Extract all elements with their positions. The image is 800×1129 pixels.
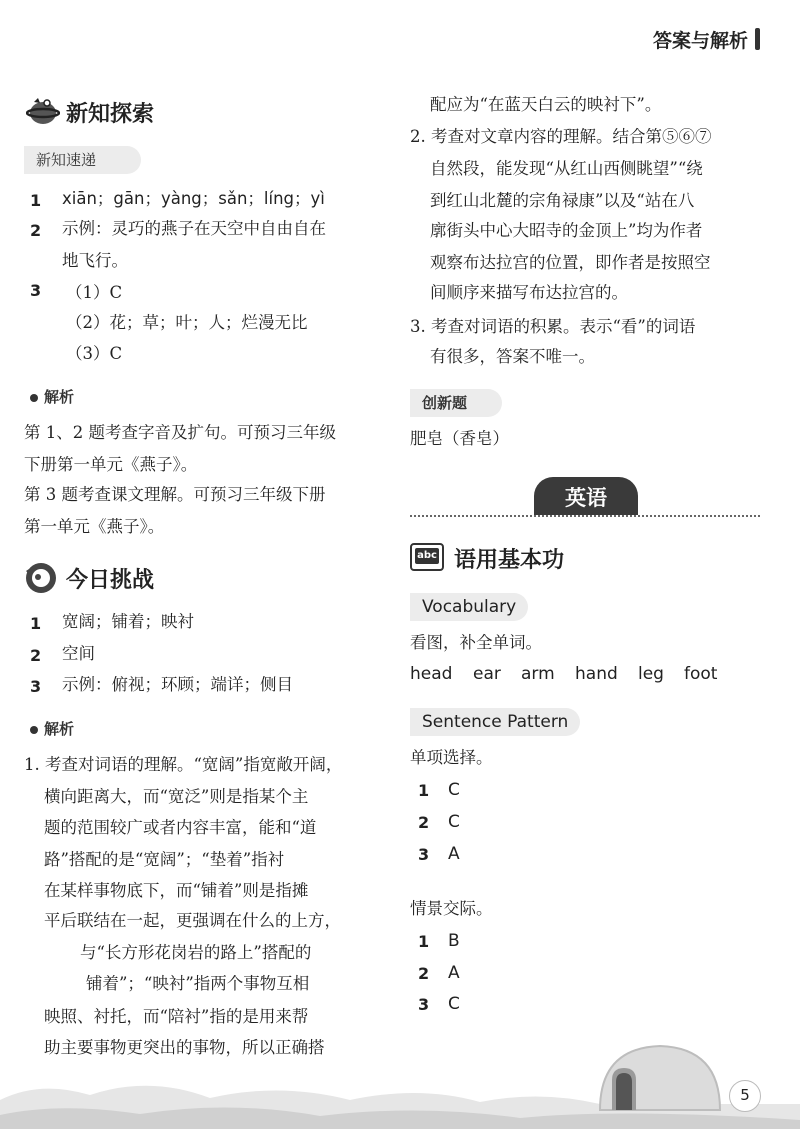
answer-text: 示例：灵巧的燕子在天空中自由自在: [62, 219, 326, 238]
analysis-text: 3. 考查对词语的积累。表示“看”的词语: [410, 317, 696, 336]
question-number: 3: [418, 845, 430, 864]
answer-text: 示例：俯视；环顾；端详；侧目: [62, 675, 293, 694]
analysis-text: 在某样事物底下，而“铺着”则是指摊: [44, 881, 309, 900]
header-bar: [755, 28, 760, 50]
analysis-text: 2. 考查对文章内容的理解。结合第⑤⑥⑦: [410, 127, 712, 146]
rocket-planet-icon: [26, 94, 60, 128]
answer-text: xiān；gān；yàng；sǎn；líng；yì: [62, 189, 325, 208]
analysis-text: 第 3 题考查课文理解。可预习三年级下册: [24, 485, 326, 504]
subject-banner-label: 英语: [565, 486, 607, 510]
answer-text: （3）C: [66, 344, 123, 363]
footer-landscape-decoration: [0, 1040, 800, 1129]
question-number: 2: [418, 813, 430, 832]
analysis-text: 下册第一单元《燕子》。: [24, 455, 198, 474]
vocab-word: hand: [575, 664, 618, 684]
answer-text: C: [448, 994, 460, 1014]
divider: [410, 515, 760, 517]
analysis-text: 1. 考查对词语的理解。“宽阔”指宽敞开阔，: [24, 755, 343, 774]
vocabulary-pill: Vocabulary: [410, 593, 528, 621]
analysis-text: 到红山北麓的宗角禄康”以及“站在八: [430, 191, 695, 210]
question-number: 2: [418, 964, 430, 983]
bullet-dot: [30, 394, 38, 402]
analysis-text: 间顺序来描写布达拉宫的。: [430, 283, 628, 302]
analysis-text: 平后联结在一起，更强调在什么的上方，: [44, 911, 341, 930]
analysis-text: 第一单元《燕子》。: [24, 517, 165, 536]
question-number: 3: [418, 995, 430, 1014]
instruction-text: 单项选择。: [410, 748, 493, 767]
subsection-title-innovation: 创新题: [422, 394, 468, 412]
answer-text: 肥皂（香皂）: [410, 429, 509, 448]
instruction-text: 看图，补全单词。: [410, 633, 542, 652]
answer-text: （2）花；草；叶；人；烂漫无比: [66, 313, 308, 332]
analysis-text: 有很多，答案不唯一。: [430, 347, 595, 366]
analysis-text: 助主要事物更突出的事物，所以正确搭: [44, 1038, 325, 1057]
vocab-word: head: [410, 664, 453, 684]
challenge-icon: [24, 561, 58, 595]
answer-text: B: [448, 931, 460, 951]
question-number: 3: [30, 281, 42, 300]
subsection-title: 新知速递: [36, 151, 97, 169]
section-title-jinri: 今日挑战: [66, 568, 155, 593]
analysis-text: 与“长方形花岗岩的路上”搭配的: [80, 943, 312, 962]
answer-text: 宽阔；铺着；映衬: [62, 612, 194, 631]
analysis-text: 题的范围较广或者内容丰富，能和“道: [44, 818, 317, 837]
answer-text: 地飞行。: [62, 251, 128, 270]
analysis-text: 映照、衬托，而“陪衬”指的是用来帮: [44, 1007, 309, 1026]
analysis-title: 解析: [30, 386, 74, 407]
question-number: 2: [30, 221, 42, 240]
analysis-text: 观察布达拉宫的位置，即作者是按照空: [430, 253, 711, 272]
question-number: 1: [30, 614, 42, 633]
analysis-text: 自然段，能发现“从红山西侧眺望”“绕: [430, 159, 703, 178]
answer-text: 空间: [62, 644, 95, 663]
answer-text: A: [448, 844, 460, 864]
question-number: 3: [30, 677, 42, 696]
section-title-english: 语用基本功: [454, 548, 565, 573]
instruction-text: 情景交际。: [410, 899, 493, 918]
analysis-title: 解析: [30, 718, 74, 739]
analysis-text: 路”搭配的是“宽阔”；“垫着”指衬: [44, 850, 285, 869]
analysis-text: 铺着”；“映衬”指两个事物互相: [86, 974, 310, 993]
vocab-word: leg: [638, 664, 664, 684]
analysis-text: 廓街头中心大昭寺的金顶上”均为作者: [430, 221, 703, 240]
answer-text: C: [448, 812, 460, 832]
analysis-text: 配应为“在蓝天白云的映衬下”。: [430, 95, 662, 114]
vocab-word: ear: [473, 664, 501, 684]
section-title-xinzhi: 新知探索: [66, 102, 155, 127]
answer-text: A: [448, 963, 460, 983]
vocab-word: arm: [521, 664, 555, 684]
question-number: 1: [30, 191, 42, 210]
answer-text: （1）C: [66, 283, 123, 302]
analysis-text: 第 1、2 题考查字音及扩句。可预习三年级: [24, 423, 336, 442]
subsection-pill: [410, 389, 502, 417]
question-number: 1: [418, 932, 430, 951]
analysis-text: 横向距离大，而“宽泛”则是指某个主: [44, 787, 309, 806]
abc-icon: abc: [410, 543, 444, 571]
question-number: 1: [418, 781, 430, 800]
sentence-pattern-pill: Sentence Pattern: [410, 708, 580, 736]
subsection-pill: [24, 146, 141, 174]
vocab-word: foot: [684, 664, 718, 684]
page-number: 5: [740, 1086, 750, 1104]
answer-text: C: [448, 780, 460, 800]
question-number: 2: [30, 646, 42, 665]
bullet-dot: [30, 726, 38, 734]
header-title: 答案与解析: [652, 30, 748, 52]
